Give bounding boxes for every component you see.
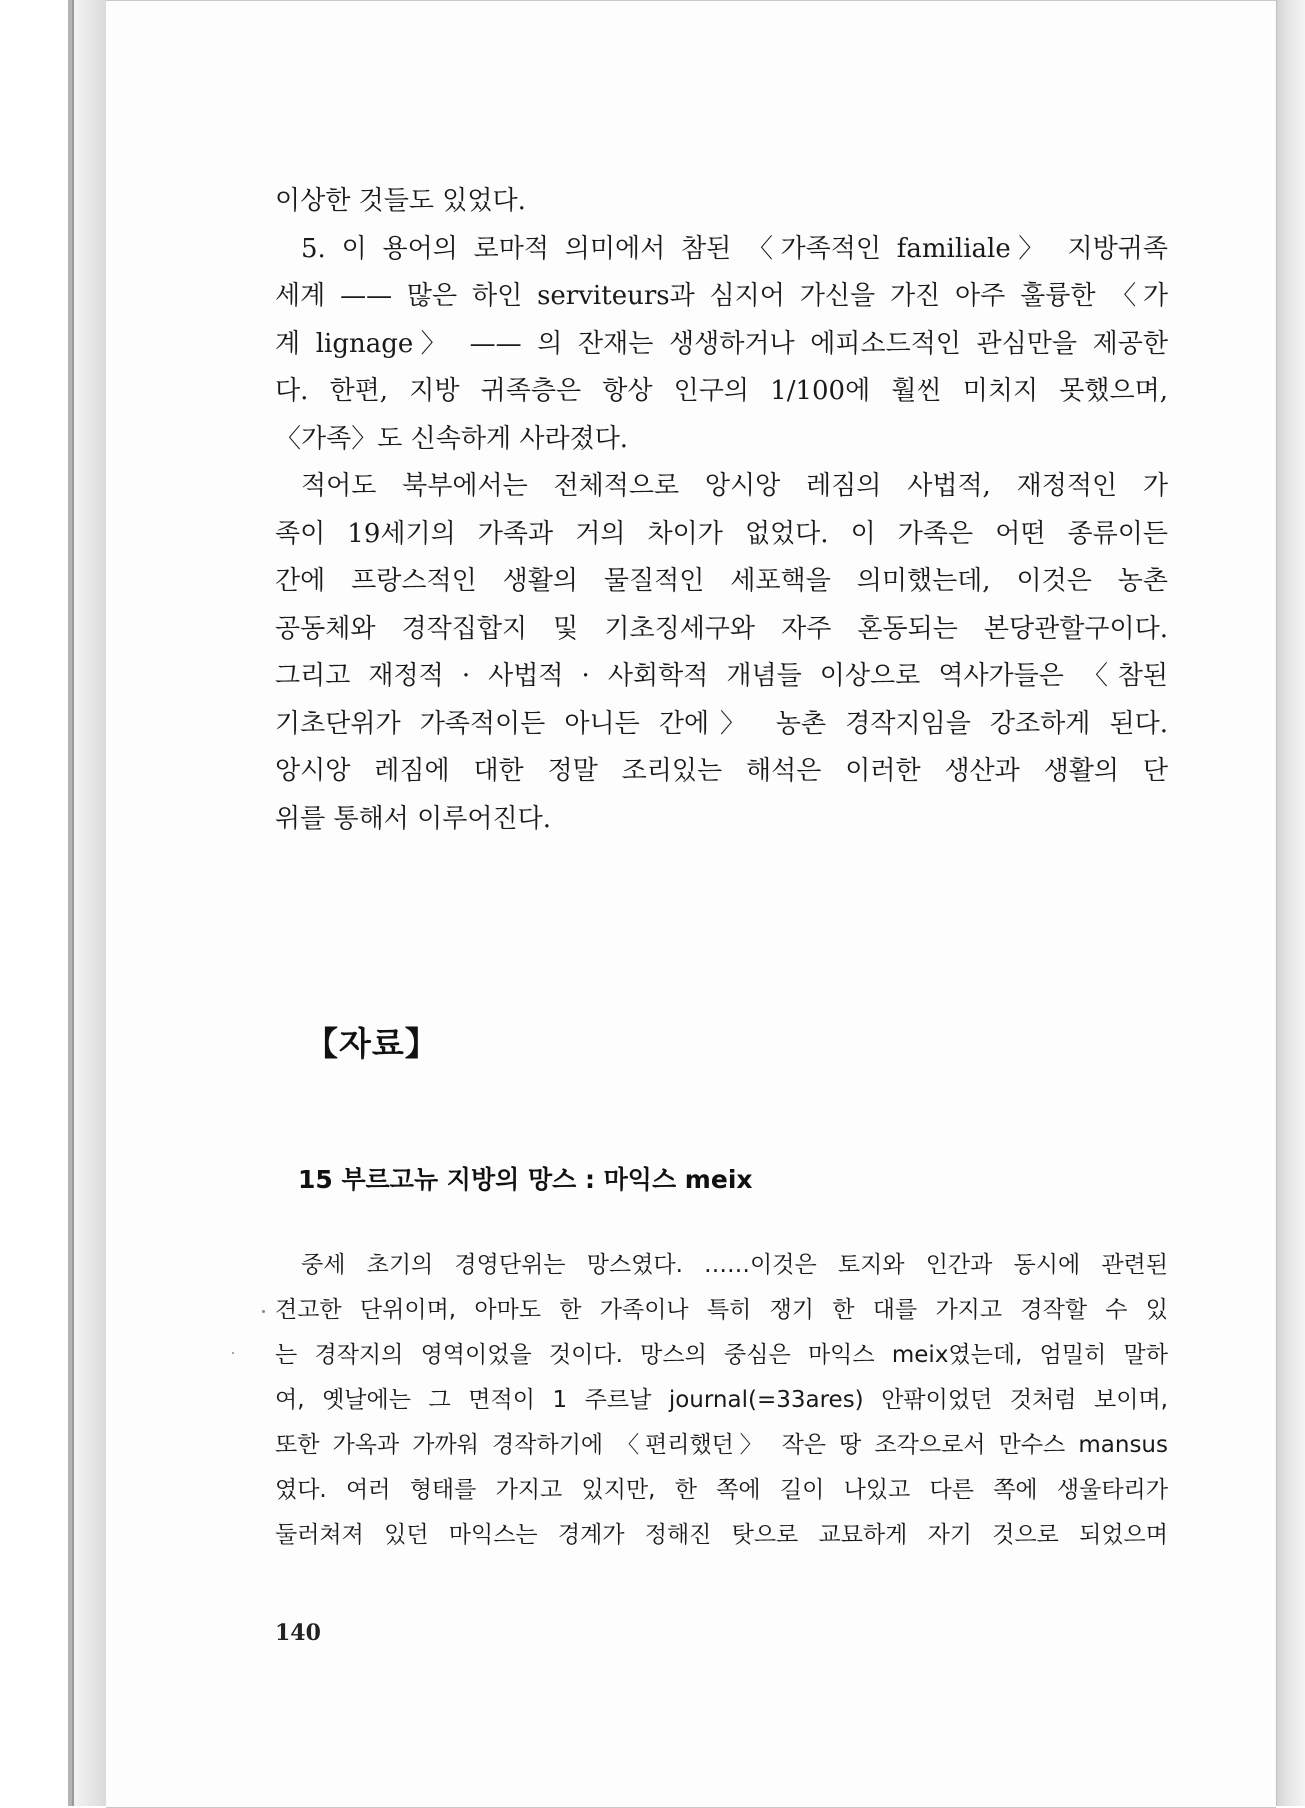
- book-right-edge: [1276, 0, 1305, 1806]
- text-line: 위를 통해서 이루어진다.: [275, 803, 551, 834]
- page-number: 140: [275, 1620, 321, 1646]
- text-line: 공동체와 경작집합지 및 기초징세구와 자주 혼동되는 본당관할구이다.: [275, 613, 1168, 644]
- text-line: 간에 프랑스적인 생활의 물질적인 세포핵을 의미했는데, 이것은 농촌: [275, 566, 1168, 596]
- text-line: 여, 옛날에는 그 면적이 1 주르날 journal(=33ares) 안팎이었던 것처럼 보이며,: [275, 1387, 1168, 1413]
- text-line: 중세 초기의 경영단위는 망스였다. ……이것은 토지와 인간과 동시에 관련된: [301, 1252, 1168, 1278]
- text-line: 다. 한편, 지방 귀족층은 항상 인구의 1/100에 훨씬 미치지 못했으며,: [275, 376, 1168, 406]
- text-line: 그리고 재정적 · 사법적 · 사회학적 개념들 이상으로 역사가들은 〈참된: [275, 661, 1168, 691]
- book-spine-edge: [72, 0, 108, 1806]
- text-line: 둘러쳐져 있던 마익스는 경계가 정해진 탓으로 교묘하게 자기 것으로 되었으며: [275, 1522, 1168, 1548]
- item-title: 15 부르고뉴 지방의 망스 : 마익스 meix: [298, 1165, 753, 1194]
- text-line: 앙시앙 레짐에 대한 정말 조리있는 해석은 이러한 생산과 생활의 단: [275, 756, 1168, 786]
- text-line: 〈가족〉도 신속하게 사라졌다.: [275, 423, 629, 454]
- paragraph-2: [275, 226, 1168, 464]
- text-line: 이상한 것들도 있었다.: [275, 186, 526, 216]
- text-line: 또한 가옥과 가까워 경작하기에 〈편리했던〉 작은 땅 조각으로서 만수스 mansus: [275, 1432, 1168, 1458]
- scan-speck: [232, 1352, 234, 1354]
- text-line: 기초단위가 가족적이든 아니든 간에〉 농촌 경작지임을 강조하게 된다.: [275, 708, 1168, 739]
- text-line: 계 lignage〉 —— 의 잔재는 생생하거나 에피소드적인 관심만을 제공한: [275, 328, 1168, 359]
- text-line: 였다. 여러 형태를 가지고 있지만, 한 쪽에 길이 나있고 다른 쪽에 생울타리가: [275, 1477, 1168, 1503]
- text-line: 적어도 북부에서는 전체적으로 앙시앙 레짐의 사법적, 재정적인 가: [301, 471, 1168, 501]
- text-line: 세계 —— 많은 하인 serviteurs과 심지어 가신을 가진 아주 훌륭한 〈가: [275, 281, 1168, 311]
- body-text: [275, 178, 1168, 843]
- source-excerpt: [275, 1243, 1168, 1558]
- text-line: 견고한 단위이며, 아마도 한 가족이나 특히 쟁기 한 대를 가지고 경작할 수 있: [275, 1297, 1168, 1323]
- section-heading: 【자료】: [305, 1024, 439, 1063]
- paragraph-3: [275, 463, 1168, 843]
- scan-speck: [262, 1310, 265, 1313]
- paragraph-1: [275, 178, 1168, 226]
- text-line: 5. 이 용어의 로마적 의미에서 참된 〈가족적인 familiale〉 지방귀족: [301, 233, 1168, 264]
- text-line: 는 경작지의 영역이었을 것이다. 망스의 중심은 마익스 meix였는데, 엄밀히 말하: [275, 1342, 1168, 1368]
- text-line: 족이 19세기의 가족과 거의 차이가 없었다. 이 가족은 어떤 종류이든: [275, 518, 1168, 549]
